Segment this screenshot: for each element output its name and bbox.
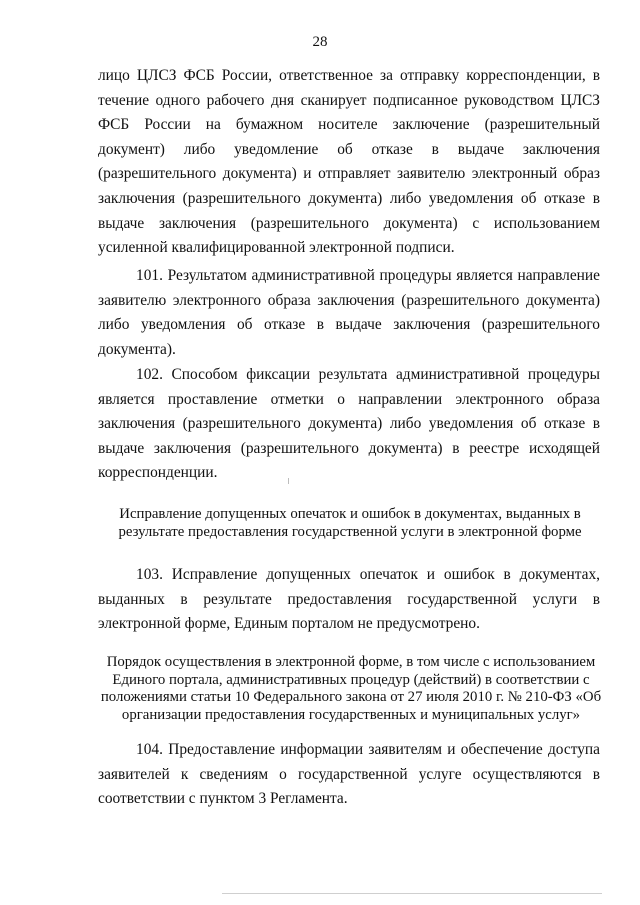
scan-speck <box>288 478 289 484</box>
section-heading-electronic-procedures: Порядок осуществления в электронной форме, в том числе с использованием Единого портала, административных процедур (действий) в соответствии с положениями статьи 10 Федерального закона от 27 июля 2010 г. № 210-ФЗ «Об организации предоставления государственных и муниципальных услуг» <box>100 654 602 723</box>
page-number: 28 <box>312 34 328 50</box>
paragraph-continuation: лицо ЦЛСЗ ФСБ России, ответственное за отправку корреспонденции, в течение одного рабочего дня сканирует подписанное руководством ЦЛСЗ ФСБ России на бумажном носителе заключение (разрешительный документ) либо уведомление об отказе в выдаче заключения (разрешительного документа) и отправляет заявителю электронный образ заключения (разрешительного документа) либо уведомления об отказе в выдаче заключения (разрешительного документа) с использованием усиленной квалифицированной электронной подписи. <box>98 67 600 257</box>
paragraph-102: 102. Способом фиксации результата административной процедуры является проставление отметки о направлении электронного образа заключения (разрешительного документа) либо уведомления об отказе в выдаче заключения (разрешительного документа) в реестре исходящей корреспонденции. <box>98 366 600 482</box>
paragraph-104: 104. Предоставление информации заявителям и обеспечение доступа заявителей к сведениям о государственной услуге осуществляются в соответствии с пунктом 3 Регламента. <box>98 741 600 808</box>
paragraph-101: 101. Результатом административной процедуры является направление заявителю электронного образа заключения (разрешительного документа) либо уведомления об отказе в выдаче заключения (разрешительного документа). <box>98 267 600 358</box>
scan-edge-line <box>222 893 602 894</box>
section-heading-corrections: Исправление допущенных опечаток и ошибок в документах, выданных в результате предоставления государственной услуги в электронной форме <box>118 506 582 540</box>
paragraph-103: 103. Исправление допущенных опечаток и ошибок в документах, выданных в результате предоставления государственной услуги в электронной форме, Единым порталом не предусмотрено. <box>98 566 600 633</box>
